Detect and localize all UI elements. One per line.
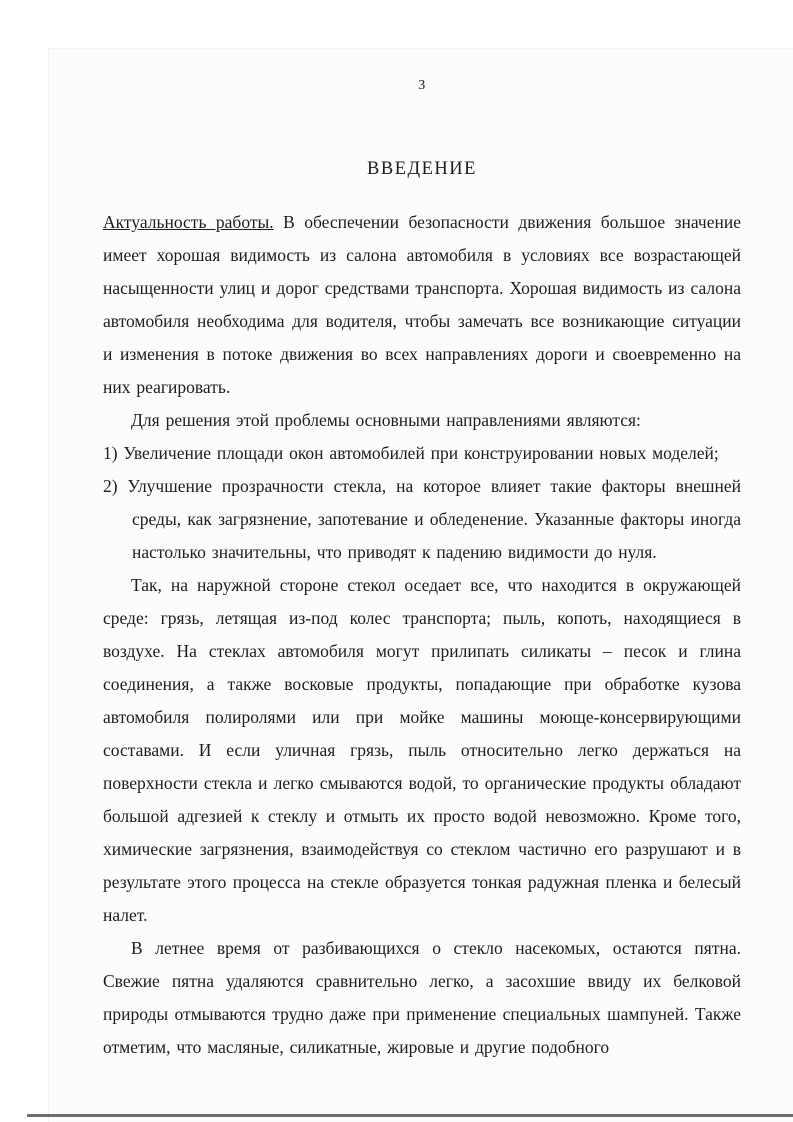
list-item-2-marker: 2) (103, 476, 118, 496)
list-item-1-text: Увеличение площади окон автомобилей при конструировании новых моделей; (123, 443, 719, 463)
numbered-list (103, 437, 741, 569)
paragraph-actuality (103, 206, 741, 404)
list-item-2 (103, 470, 741, 569)
page-title: ВВЕДЕНИЕ (367, 159, 477, 179)
document-body (103, 206, 741, 1064)
paragraph-outer-surface: Так, на наружной стороне стекол оседает все, что находится в окружающей среде: грязь, летящая из-под колес транспорта; пыль, копоть, находящиеся в воздухе. На стеклах автомобиля могут прилипать силикаты – песок и глина соединения, а также восковые продукты, попадающие при обработке кузова автомобиля полиролями или при мойке машины моюще-консервирующими составами. И если уличная грязь, пыль относительно легко держаться на поверхности стекла и легко смываются водой, то органические продукты обладают большой адгезией к стеклу и отмыть их просто водой невозможно. Кроме того, химические загрязнения, взаимодействуя со стеклом частично его разрушают и в результате этого процесса на стекле образуется тонкая радужная пленка и белесый налет. (103, 575, 741, 925)
actuality-body-text: В обеспечении безопасности движения большое значение имеет хорошая видимость из салона автомобиля в условиях все возрастающей насыщенности улиц и дорог средствами транспорта. Хорошая видимость из салона автомобиля необходима для водителя, чтобы замечать все возникающие ситуации и изменения в потоке движения во всех направлениях дороги и своевременно на них реагировать. (103, 212, 741, 397)
paragraph-summer-insects: В летнее время от разбивающихся о стекло насекомых, остаются пятна. Свежие пятна удаляются сравнительно легко, а засохшие ввиду их белковой природы отмываются трудно даже при применение специальных шампуней. Также отметим, что масляные, силикатные, жировые и другие подобного (103, 938, 741, 1057)
list-item-1-marker: 1) (103, 443, 118, 463)
paragraph-directions-intro: Для решения этой проблемы основными направлениями являются: (131, 410, 641, 430)
list-item-1 (103, 437, 741, 470)
scan-bottom-shadow (27, 1114, 793, 1117)
list-item-2-text: Улучшение прозрачности стекла, на которое влияет такие факторы внешней среды, как загрязнение, запотевание и обледенение. Указанные факторы иногда настолько значительны, что приводят к падению видимости до нуля. (127, 476, 742, 562)
actuality-heading: Актуальность работы. (103, 212, 274, 232)
page-number: 3 (418, 78, 426, 93)
